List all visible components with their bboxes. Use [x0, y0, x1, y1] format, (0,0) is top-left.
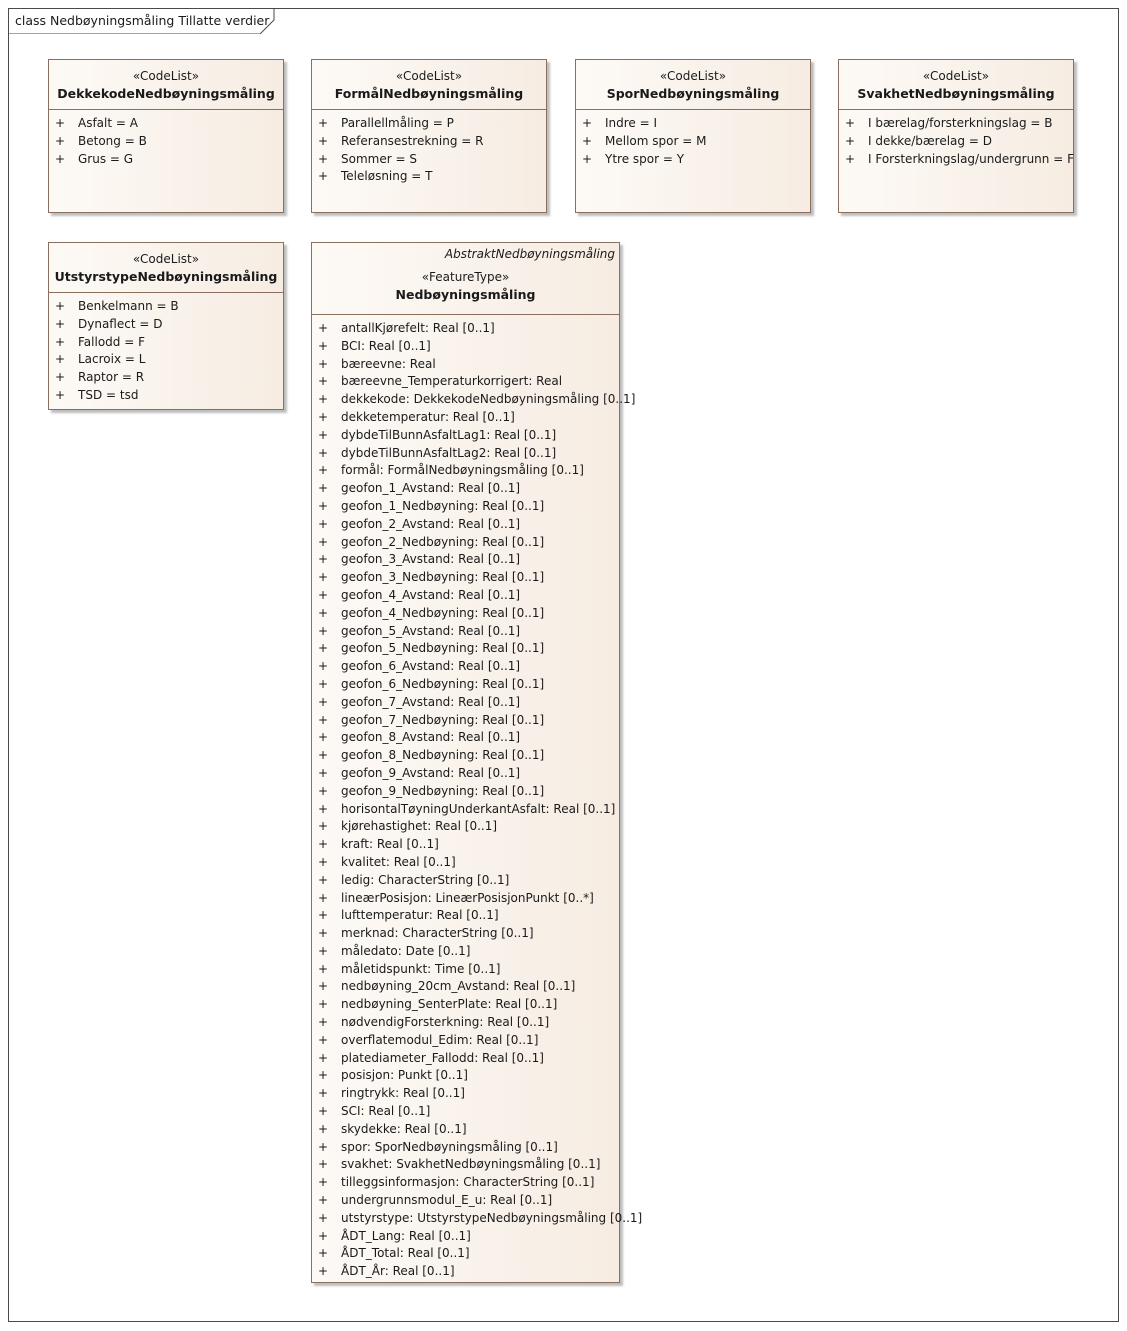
attribute-text: geofon_8_Avstand: Real [0..1] [341, 730, 521, 745]
attribute-text: geofon_3_Avstand: Real [0..1] [341, 552, 521, 567]
attribute-text: utstyrstype: UtstyrstypeNedbøyningsmåling [0..1] [341, 1210, 643, 1225]
visibility-marker: + [845, 133, 856, 148]
class-header [576, 60, 810, 110]
attribute-text: platediameter_Fallodd: Real [0..1] [341, 1050, 544, 1065]
attribute-row [312, 445, 619, 463]
visibility-marker: + [318, 748, 329, 763]
class-name: FormålNedbøyningsmåling [334, 86, 524, 101]
attribute-row [576, 133, 810, 151]
visibility-marker: + [318, 765, 329, 780]
attribute-text: merknad: CharacterString [0..1] [341, 926, 534, 941]
attribute-row [576, 151, 810, 169]
attribute-text: ÅDT_År: Real [0..1] [341, 1264, 455, 1279]
attribute-row [312, 996, 619, 1014]
attribute-text: bæreevne_Temperaturkorrigert: Real [341, 374, 563, 389]
class-svakhet[interactable] [838, 59, 1074, 213]
class-stereotype: «CodeList» [659, 69, 727, 83]
visibility-marker: + [55, 334, 66, 349]
class-stereotype: «FeatureType» [421, 270, 510, 284]
attribute-row [312, 168, 546, 186]
attribute-text: antallKjørefelt: Real [0..1] [341, 321, 495, 335]
visibility-marker: + [318, 1068, 329, 1083]
visibility-marker: + [318, 1193, 329, 1208]
diagram-frame-title: class Nedbøyningsmåling Tillatte verdier [15, 13, 270, 28]
attribute-row [312, 338, 619, 356]
attribute-text: Lacroix = L [78, 352, 146, 367]
attribute-row [839, 115, 1073, 133]
attribute-list [312, 110, 546, 186]
attribute-text: Dynaflect = D [78, 316, 163, 331]
visibility-marker: + [55, 133, 66, 148]
attribute-row [49, 151, 283, 169]
class-name: Nedbøyningsmåling [395, 287, 536, 302]
visibility-marker: + [318, 552, 329, 567]
visibility-marker: + [55, 352, 66, 367]
attribute-row [312, 1085, 619, 1103]
attribute-row [312, 836, 619, 854]
attribute-text: lufttemperatur: Real [0..1] [341, 908, 499, 923]
attribute-text: geofon_4_Nedbøyning: Real [0..1] [341, 605, 545, 620]
visibility-marker: + [318, 605, 329, 620]
attribute-text: kvalitet: Real [0..1] [341, 854, 456, 869]
attribute-text: TSD = tsd [78, 387, 139, 402]
visibility-marker: + [318, 730, 329, 745]
attribute-text: ÅDT_Total: Real [0..1] [341, 1246, 470, 1261]
class-header [49, 60, 283, 110]
attribute-text: geofon_4_Avstand: Real [0..1] [341, 587, 521, 602]
attribute-row [312, 747, 619, 765]
attribute-row [312, 729, 619, 747]
attribute-row [312, 480, 619, 498]
visibility-marker: + [55, 151, 66, 166]
attribute-text: ringtrykk: Real [0..1] [341, 1086, 465, 1101]
attribute-text: BCI: Real [0..1] [341, 338, 431, 353]
visibility-marker: + [318, 587, 329, 602]
attribute-text: Betong = B [78, 133, 147, 148]
attribute-list [576, 110, 810, 168]
class-header [312, 60, 546, 110]
attribute-text: geofon_9_Nedbøyning: Real [0..1] [341, 783, 545, 798]
attribute-row [312, 1014, 619, 1032]
attribute-row [312, 1121, 619, 1139]
visibility-marker: + [582, 151, 593, 166]
attribute-text: Referansestrekning = R [341, 133, 484, 148]
attribute-row [312, 623, 619, 641]
visibility-marker: + [318, 356, 329, 371]
visibility-marker: + [55, 316, 66, 331]
attribute-list [49, 110, 283, 168]
attribute-row [576, 115, 810, 133]
visibility-marker: + [318, 961, 329, 976]
visibility-marker: + [582, 133, 593, 148]
attribute-text: Ytre spor = Y [605, 151, 685, 166]
attribute-row [312, 320, 619, 338]
attribute-row [312, 1210, 643, 1228]
visibility-marker: + [318, 409, 329, 424]
visibility-marker: + [318, 890, 329, 905]
visibility-marker: + [318, 641, 329, 656]
visibility-marker: + [318, 1175, 329, 1190]
attribute-row [49, 351, 283, 369]
visibility-marker: + [55, 299, 66, 313]
attribute-row [312, 151, 546, 169]
attribute-row [312, 115, 546, 133]
attribute-text: I Forsterkningslag/undergrunn = F [868, 151, 1074, 166]
attribute-row [312, 498, 619, 516]
attribute-row [49, 334, 283, 352]
attribute-row [312, 818, 619, 836]
attribute-text: I dekke/bærelag = D [868, 133, 992, 148]
attribute-text: overflatemodul_Edim: Real [0..1] [341, 1032, 539, 1047]
attribute-text: tilleggsinformasjon: CharacterString [0..1] [341, 1175, 595, 1190]
visibility-marker: + [845, 116, 856, 130]
attribute-row [312, 1245, 619, 1263]
class-stereotype: «CodeList» [922, 69, 990, 83]
attribute-text: dekketemperatur: Real [0..1] [341, 409, 515, 424]
attribute-row [839, 133, 1073, 151]
attribute-row [312, 1263, 619, 1281]
visibility-marker: + [318, 392, 329, 407]
attribute-text: geofon_6_Nedbøyning: Real [0..1] [341, 676, 545, 691]
attribute-row [312, 1139, 619, 1157]
visibility-marker: + [318, 1139, 329, 1154]
attribute-text: måledato: Date [0..1] [341, 943, 471, 958]
visibility-marker: + [318, 712, 329, 727]
class-dekkekode[interactable] [48, 59, 284, 213]
attribute-row [312, 409, 619, 427]
visibility-marker: + [318, 997, 329, 1012]
visibility-marker: + [318, 1157, 329, 1172]
visibility-marker: + [318, 872, 329, 887]
class-stereotype: «CodeList» [132, 69, 200, 83]
visibility-marker: + [318, 801, 329, 816]
attribute-row [312, 943, 619, 961]
attribute-row [312, 1067, 619, 1085]
attribute-row [312, 872, 619, 890]
attribute-row [312, 1192, 619, 1210]
attribute-text: kjørehastighet: Real [0..1] [341, 819, 498, 834]
attribute-text: svakhet: SvakhetNedbøyningsmåling [0..1] [341, 1157, 601, 1172]
class-utstyrstype[interactable] [48, 242, 284, 410]
attribute-text: geofon_1_Avstand: Real [0..1] [341, 481, 521, 496]
attribute-row [312, 391, 636, 409]
attribute-text: geofon_2_Avstand: Real [0..1] [341, 516, 521, 531]
visibility-marker: + [318, 481, 329, 496]
visibility-marker: + [318, 837, 329, 852]
class-header [839, 60, 1073, 110]
visibility-marker: + [318, 926, 329, 941]
attribute-text: Mellom spor = M [605, 133, 707, 148]
visibility-marker: + [318, 169, 329, 184]
attribute-text: skydekke: Real [0..1] [341, 1121, 467, 1136]
visibility-marker: + [318, 623, 329, 638]
attribute-text: I bærelag/forsterkningslag = B [868, 116, 1053, 130]
visibility-marker: + [318, 1104, 329, 1119]
attribute-text: SCI: Real [0..1] [341, 1104, 431, 1119]
class-nedboyningsmaling[interactable] [311, 242, 643, 1283]
visibility-marker: + [318, 116, 329, 130]
class-name: SvakhetNedbøyningsmåling [857, 86, 1055, 101]
attribute-text: posisjon: Punkt [0..1] [341, 1068, 468, 1083]
visibility-marker: + [318, 908, 329, 923]
attribute-text: dekkekode: DekkekodeNedbøyningsmåling [0..1] [341, 392, 636, 407]
attribute-text: geofon_6_Avstand: Real [0..1] [341, 659, 521, 674]
attribute-text: nedbøyning_SenterPlate: Real [0..1] [341, 997, 558, 1012]
visibility-marker: + [318, 445, 329, 460]
class-spor[interactable] [575, 59, 811, 213]
class-header [312, 243, 619, 315]
visibility-marker: + [55, 370, 66, 385]
attribute-text: geofon_1_Nedbøyning: Real [0..1] [341, 498, 545, 513]
attribute-row [312, 1174, 619, 1192]
visibility-marker: + [318, 516, 329, 531]
attribute-text: geofon_3_Nedbøyning: Real [0..1] [341, 570, 545, 585]
class-stereotype: «CodeList» [132, 252, 200, 266]
attribute-row [312, 783, 619, 801]
attribute-row [312, 978, 619, 996]
attribute-row [312, 640, 619, 658]
visibility-marker: + [318, 498, 329, 513]
attribute-text: Benkelmann = B [78, 299, 179, 313]
attribute-text: ÅDT_Lang: Real [0..1] [341, 1228, 471, 1243]
attribute-text: ledig: CharacterString [0..1] [341, 872, 510, 887]
class-parent: AbstraktNedbøyningsmåling [444, 247, 615, 261]
attribute-text: Raptor = R [78, 370, 145, 385]
attribute-row [312, 694, 619, 712]
visibility-marker: + [318, 1086, 329, 1101]
visibility-marker: + [318, 321, 329, 335]
visibility-marker: + [318, 534, 329, 549]
attribute-text: geofon_7_Avstand: Real [0..1] [341, 694, 521, 709]
attribute-row [312, 890, 619, 908]
attribute-row [312, 712, 619, 730]
attribute-text: horisontalTøyningUnderkantAsfalt: Real [0..1] [341, 801, 616, 816]
visibility-marker: + [582, 116, 593, 130]
attribute-row [49, 316, 283, 334]
attribute-row [312, 373, 619, 391]
attribute-text: Indre = I [605, 116, 658, 130]
attribute-row [49, 298, 283, 316]
attribute-text: Sommer = S [341, 151, 417, 166]
attribute-row [312, 569, 619, 587]
attribute-text: formål: FormålNedbøyningsmåling [0..1] [341, 463, 584, 478]
attribute-row [312, 925, 619, 943]
attribute-text: Grus = G [78, 151, 134, 166]
visibility-marker: + [318, 1015, 329, 1030]
attribute-text: geofon_8_Nedbøyning: Real [0..1] [341, 748, 545, 763]
attribute-text: bæreevne: Real [341, 356, 436, 371]
visibility-marker: + [318, 151, 329, 166]
visibility-marker: + [318, 819, 329, 834]
class-header [49, 243, 283, 293]
attribute-row [312, 854, 619, 872]
attribute-row [312, 1103, 619, 1121]
attribute-row [49, 115, 283, 133]
attribute-text: geofon_9_Avstand: Real [0..1] [341, 765, 521, 780]
attribute-row [49, 387, 283, 405]
attribute-row [839, 151, 1073, 169]
attribute-row [312, 1032, 619, 1050]
attribute-text: geofon_7_Nedbøyning: Real [0..1] [341, 712, 545, 727]
visibility-marker: + [845, 151, 856, 166]
attribute-text: kraft: Real [0..1] [341, 837, 439, 852]
attribute-list [839, 110, 1073, 168]
attribute-text: nedbøyning_20cm_Avstand: Real [0..1] [341, 979, 576, 994]
attribute-row [312, 961, 619, 979]
visibility-marker: + [318, 676, 329, 691]
visibility-marker: + [318, 1121, 329, 1136]
attribute-row [312, 1050, 619, 1068]
attribute-list [312, 315, 643, 1281]
attribute-row [312, 1228, 619, 1246]
class-name: SporNedbøyningsmåling [606, 86, 780, 101]
visibility-marker: + [318, 570, 329, 585]
visibility-marker: + [318, 133, 329, 148]
attribute-text: Parallellmåling = P [341, 116, 454, 130]
visibility-marker: + [318, 338, 329, 353]
visibility-marker: + [55, 116, 66, 130]
attribute-text: undergrunnsmodul_E_u: Real [0..1] [341, 1193, 553, 1208]
visibility-marker: + [318, 1032, 329, 1047]
visibility-marker: + [318, 854, 329, 869]
attribute-row [312, 1156, 619, 1174]
attribute-row [312, 907, 619, 925]
attribute-row [49, 133, 283, 151]
visibility-marker: + [318, 1264, 329, 1279]
attribute-row [312, 462, 619, 480]
attribute-row [312, 534, 619, 552]
attribute-row [312, 801, 619, 819]
visibility-marker: + [318, 783, 329, 798]
visibility-marker: + [318, 427, 329, 442]
class-name: UtstyrstypeNedbøyningsmåling [54, 269, 278, 284]
attribute-text: måletidspunkt: Time [0..1] [341, 961, 501, 976]
attribute-text: dybdeTilBunnAsfaltLag1: Real [0..1] [341, 427, 557, 442]
visibility-marker: + [318, 694, 329, 709]
visibility-marker: + [318, 1228, 329, 1243]
attribute-row [312, 587, 619, 605]
attribute-text: Asfalt = A [78, 116, 138, 130]
visibility-marker: + [318, 1210, 329, 1225]
attribute-row [312, 133, 546, 151]
attribute-text: geofon_5_Avstand: Real [0..1] [341, 623, 521, 638]
attribute-list [49, 293, 283, 405]
class-formal[interactable] [311, 59, 547, 213]
attribute-text: lineærPosisjon: LineærPosisjonPunkt [0..*] [341, 890, 594, 905]
visibility-marker: + [318, 659, 329, 674]
class-stereotype: «CodeList» [395, 69, 463, 83]
attribute-row [312, 605, 619, 623]
attribute-text: geofon_5_Nedbøyning: Real [0..1] [341, 641, 545, 656]
attribute-row [312, 676, 619, 694]
visibility-marker: + [318, 943, 329, 958]
class-name: DekkekodeNedbøyningsmåling [57, 86, 275, 101]
attribute-row [312, 765, 619, 783]
attribute-row [312, 427, 619, 445]
attribute-text: Teleløsning = T [341, 169, 433, 184]
attribute-row [312, 356, 619, 374]
visibility-marker: + [318, 979, 329, 994]
attribute-row [312, 516, 619, 534]
visibility-marker: + [318, 374, 329, 389]
attribute-row [312, 551, 619, 569]
visibility-marker: + [55, 387, 66, 402]
attribute-row [49, 369, 283, 387]
attribute-text: spor: SporNedbøyningsmåling [0..1] [341, 1139, 558, 1154]
attribute-text: Fallodd = F [78, 334, 145, 349]
visibility-marker: + [318, 1050, 329, 1065]
visibility-marker: + [318, 463, 329, 478]
attribute-row [312, 658, 619, 676]
attribute-text: dybdeTilBunnAsfaltLag2: Real [0..1] [341, 445, 557, 460]
attribute-text: geofon_2_Nedbøyning: Real [0..1] [341, 534, 545, 549]
visibility-marker: + [318, 1246, 329, 1261]
attribute-text: nødvendigForsterkning: Real [0..1] [341, 1015, 550, 1030]
